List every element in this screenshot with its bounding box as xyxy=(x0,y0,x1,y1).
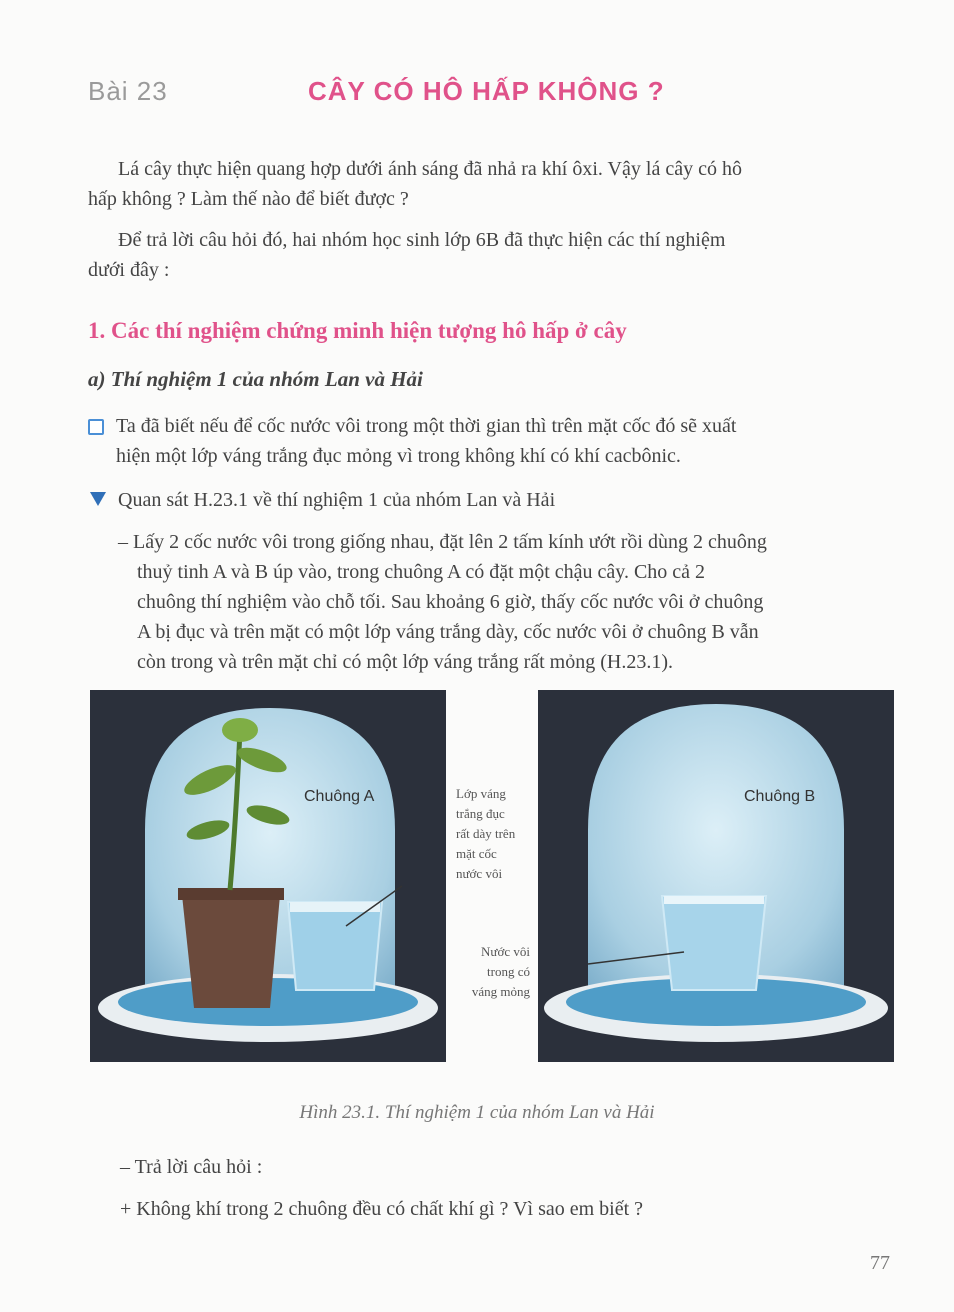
lesson-number: Bài 23 xyxy=(88,76,168,106)
intro-p1-line1: Lá cây thực hiện quang hợp dưới ánh sáng đã nhả ra khí ôxi. Vậy lá cây có hô xyxy=(118,158,742,180)
note-thin-film-line1: Nước vôi xyxy=(481,944,530,959)
subsection-heading: a) Thí nghiệm 1 của nhóm Lan và Hải xyxy=(88,367,423,391)
bell-b-label: Chuông B xyxy=(744,788,816,805)
note-thin-film-line3: váng mỏng xyxy=(471,984,530,999)
note-thin-film-line2: trong có xyxy=(487,964,530,979)
note-line2: hiện một lớp váng trắng đục mỏng vì trong không khí có khí cacbônic. xyxy=(116,445,681,467)
bell-a-photo xyxy=(90,690,446,1062)
note-thick-film-line5: nước vôi xyxy=(456,866,503,881)
step-line4: A bị đục và trên mặt có một lớp váng trắng dày, cốc nước vôi ở chuông B vẫn xyxy=(137,621,759,643)
step-line5: còn trong và trên mặt chỉ có một lớp váng trắng rất mỏng (H.23.1). xyxy=(137,651,673,673)
step-line3: chuông thí nghiệm vào chỗ tối. Sau khoảng 6 giờ, thấy cốc nước vôi ở chuông xyxy=(137,591,764,613)
note-thick-film-line2: trắng đục xyxy=(456,806,505,821)
intro-p2-line2: dưới đây : xyxy=(88,259,170,281)
note-thin-film xyxy=(454,942,530,1002)
intro-p2-line1: Để trả lời câu hỏi đó, hai nhóm học sinh lớp 6B đã thực hiện các thí nghiệm xyxy=(118,229,726,251)
bell-a-label: Chuông A xyxy=(304,788,375,805)
note-thick-film-line1: Lớp váng xyxy=(456,786,506,801)
section-heading: 1. Các thí nghiệm chứng minh hiện tượng hô hấp ở cây xyxy=(88,318,627,343)
page-number: 77 xyxy=(870,1252,890,1274)
step-line1: – Lấy 2 cốc nước vôi trong giống nhau, đặt lên 2 tấm kính ướt rồi dùng 2 chuông xyxy=(118,531,767,553)
triangle-bullet-icon xyxy=(90,492,106,506)
lesson-title: CÂY CÓ HÔ HẤP KHÔNG ? xyxy=(308,76,665,106)
note-thick-film-line4: mặt cốc xyxy=(456,846,497,861)
question-1: + Không khí trong 2 chuông đều có chất khí gì ? Vì sao em biết ? xyxy=(120,1198,644,1220)
questions-intro: – Trả lời câu hỏi : xyxy=(120,1156,263,1178)
step-line2: thuỷ tinh A và B úp vào, trong chuông A có đặt một chậu cây. Cho cả 2 xyxy=(137,561,706,583)
figure-caption: Hình 23.1. Thí nghiệm 1 của nhóm Lan và Hải xyxy=(299,1102,655,1123)
intro-p1-line2: hấp không ? Làm thế nào để biết được ? xyxy=(88,188,409,210)
note-thick-film-line3: rất dày trên xyxy=(456,826,516,841)
bell-b-photo xyxy=(538,690,894,1062)
checkbox-bullet-icon xyxy=(88,419,104,435)
note-line1: Ta đã biết nếu để cốc nước vôi trong một thời gian thì trên mặt cốc đó sẽ xuất xyxy=(116,415,737,437)
observe-line: Quan sát H.23.1 về thí nghiệm 1 của nhóm Lan và Hải xyxy=(118,489,556,511)
note-thick-film xyxy=(456,784,515,884)
